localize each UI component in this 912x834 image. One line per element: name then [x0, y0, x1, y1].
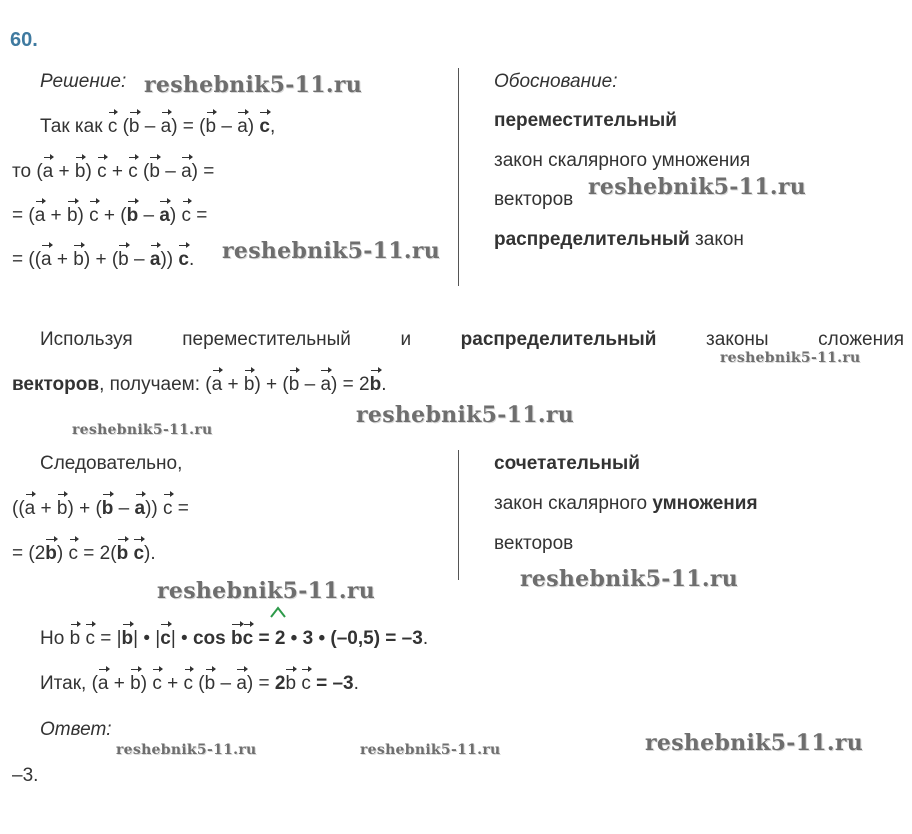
- watermark-4: reshebnik5-11.ru: [720, 350, 861, 366]
- watermark-2: reshebnik5-11.ru: [588, 174, 807, 200]
- final-line-2: Итак, (a + b) c + c (b – a) = 2b c = –3.: [40, 673, 359, 694]
- problem-number: 60.: [10, 29, 38, 51]
- divider-bottom: [458, 450, 459, 580]
- watermark-8: reshebnik5-11.ru: [157, 578, 376, 604]
- watermark-3: reshebnik5-11.ru: [222, 238, 441, 264]
- reasoning-label: Обоснование:: [494, 71, 618, 92]
- reason-commutative: переместительный: [494, 110, 677, 131]
- divider-top: [458, 68, 459, 286]
- therefore-text: Следовательно,: [40, 453, 183, 474]
- answer-value: –3.: [12, 765, 39, 786]
- vector-c-bold: c: [259, 116, 270, 137]
- watermark-5: reshebnik5-11.ru: [356, 402, 575, 428]
- answer-label: Ответ:: [40, 719, 112, 740]
- solution-line-3: = (a + b) c + (b – a) c =: [12, 205, 208, 226]
- middle-line-2: векторов, получаем: (a + b) + (b – a) = 2b.: [12, 374, 387, 395]
- vector-b: b: [205, 116, 217, 137]
- vector-b: b: [128, 116, 140, 137]
- reason-distributive: распределительный закон: [494, 229, 744, 250]
- reason-vectors: векторов: [494, 189, 574, 210]
- watermark-9: reshebnik5-11.ru: [645, 730, 864, 756]
- final-line-1: Но b c = |b| • |c| • cos bc = 2 • 3 • (–0,5) = –3.: [40, 628, 429, 649]
- watermark-11: reshebnik5-11.ru: [360, 742, 501, 758]
- solution-line-1: Так как c (b – a) = (b – a) c,: [40, 116, 276, 137]
- reason-scalar-law: закон скалярного умножения: [494, 493, 758, 514]
- watermark-10: reshebnik5-11.ru: [116, 742, 257, 758]
- reason-vectors-2: векторов: [494, 533, 574, 554]
- bottom-line-2: ((a + b) + (b – a)) c =: [12, 498, 189, 519]
- solution-line-4: = ((a + b) + (b – a)) c.: [12, 249, 195, 270]
- vector-c: c: [107, 116, 118, 137]
- vector-a: a: [237, 116, 248, 137]
- watermark-7: reshebnik5-11.ru: [520, 566, 739, 592]
- solution-line-2: то (a + b) c + c (b – a) =: [12, 161, 215, 182]
- reason-law-text: закон скалярного умножения: [494, 150, 751, 171]
- reason-associative: сочетательный: [494, 453, 640, 474]
- middle-line-1: Используя переместительный и распределительный законы сложения: [40, 329, 904, 350]
- bottom-line-3: = (2b) c = 2(b c).: [12, 543, 156, 564]
- watermark-1: reshebnik5-11.ru: [144, 72, 363, 98]
- vector-a: a: [160, 116, 172, 137]
- solution-label: Решение:: [40, 71, 127, 92]
- angle-hat-icon: [270, 606, 286, 618]
- watermark-6: reshebnik5-11.ru: [72, 422, 213, 438]
